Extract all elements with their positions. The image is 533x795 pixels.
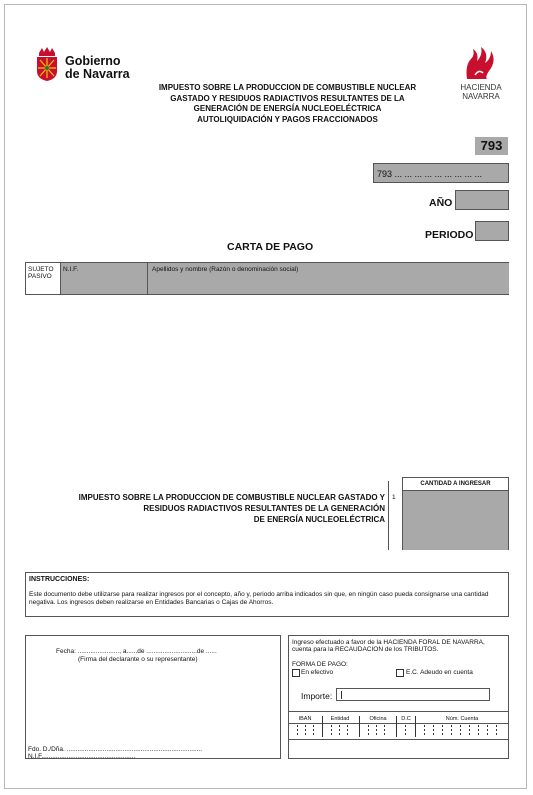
row-number: 1 (392, 494, 396, 501)
title-line: GENERACIÓN DE ENERGÍA NUCLEOELÉCTRICA (193, 104, 382, 113)
digit-separator (442, 725, 443, 737)
adeudo-checkbox[interactable] (396, 669, 404, 677)
cantidad-box (402, 477, 509, 550)
entidad-column-header: Entidad (330, 716, 350, 722)
apellidos-label: Apellidos y nombre (Razón o denominación social) (152, 266, 299, 273)
digit-separator (451, 725, 452, 737)
efectivo-checkbox[interactable] (292, 669, 300, 677)
column-divider (415, 716, 416, 737)
digit-separator (469, 725, 470, 737)
ingreso-text-line1: Ingreso efectuado a favor de la HACIENDA FORAL DE NAVARRA, (292, 639, 485, 646)
firma-caption: (Firma del declarante o su representante) (78, 656, 198, 663)
efectivo-label: En efectivo (301, 669, 334, 676)
firma-box (25, 635, 281, 759)
periodo-label: PERIODO (425, 229, 474, 241)
navarra-coat-of-arms-logo (35, 47, 59, 81)
periodo-field[interactable] (475, 221, 509, 241)
account-digit-boxes[interactable] (289, 725, 508, 737)
column-divider (396, 716, 397, 737)
government-name-line2: de Navarra (65, 67, 130, 81)
digit-separator (478, 725, 479, 737)
column-divider (322, 716, 323, 737)
digit-separator (305, 725, 306, 737)
digit-separator (405, 725, 406, 737)
digit-separator (297, 725, 298, 737)
government-name-line1: Gobierno (65, 54, 121, 68)
divider (388, 481, 389, 550)
impuesto-title-line: RESIDUOS RADIACTIVOS RESULTANTES DE LA GENERACIÓN (143, 504, 385, 513)
hacienda-name-line2: NAVARRA (462, 92, 500, 101)
government-name (65, 55, 130, 81)
account-grid (289, 716, 508, 738)
fdo-line[interactable]: Fdo. D./Dña. ........................................................................... (28, 746, 203, 753)
ingreso-box (288, 635, 509, 759)
hacienda-navarra-logo (461, 45, 499, 81)
fecha-line[interactable]: Fecha: ......................., a......de ............................de ...... (56, 648, 217, 655)
sujeto-pasivo-row (25, 262, 509, 295)
digit-separator (376, 725, 377, 737)
digit-separator (487, 725, 488, 737)
digit-separator (384, 725, 385, 737)
adeudo-label: E.C. Adeudo en cuenta (406, 669, 473, 676)
iban-column-header: IBAN (298, 716, 312, 722)
nif-line[interactable]: N.I.F.................................................... (28, 753, 136, 760)
digit-separator (460, 725, 461, 737)
impuesto-title-line: IMPUESTO SOBRE LA PRODUCCION DE COMBUSTIBLE NUCLEAR GASTADO Y (78, 493, 385, 502)
model-number-badge: 793 (475, 137, 508, 155)
column-divider (359, 716, 360, 737)
impuesto-title-line: DE ENERGÍA NUCLEOELÉCTRICA (253, 515, 385, 524)
divider (289, 739, 508, 740)
oficina-column-header: Oficina (369, 716, 387, 722)
num-cuenta-column-header: Núm. Cuenta (445, 716, 479, 722)
importe-label: Importe: (301, 691, 333, 701)
digit-separator (313, 725, 314, 737)
text-cursor (341, 691, 342, 699)
cantidad-field[interactable] (403, 491, 508, 550)
digit-separator (331, 725, 332, 737)
carta-de-pago-title: CARTA DE PAGO (227, 241, 314, 253)
model-code-field[interactable]: 793 ... ... ... ... ... ... ... ... ... (373, 163, 509, 183)
impuesto-concept-title (55, 492, 385, 525)
divider (289, 711, 508, 712)
title-line: GASTADO Y RESIDUOS RADIACTIVOS RESULTANTES DE LA (170, 93, 405, 103)
ano-field[interactable] (455, 190, 509, 210)
hacienda-name (451, 83, 511, 101)
sujeto-pasivo-label: SUJETO PASIVO (28, 266, 54, 280)
instrucciones-text: Este documento debe utilizarse para realizar ingresos por el concepto, año y, periodo arriba indicados sin que, en ningún caso pueda consignarse una cantidad negativa. Los ingresos deben realizarse en Entidades Bancarias o Cajas de Ahorros. (29, 591, 489, 606)
apellidos-field[interactable] (147, 263, 509, 294)
ingreso-text-line2: cuenta para la RECAUDACION de los TRIBUTOS. (292, 646, 439, 653)
title-line: IMPUESTO SOBRE LA PRODUCCION DE COMBUSTIBLE NUCLEAR (158, 83, 417, 92)
digit-separator (347, 725, 348, 737)
digit-separator (424, 725, 425, 737)
importe-field[interactable] (336, 688, 490, 701)
digit-separator (433, 725, 434, 737)
nif-field[interactable] (60, 263, 147, 294)
digit-separator (368, 725, 369, 737)
digit-separator (496, 725, 497, 737)
cantidad-label: CANTIDAD A INGRESAR (403, 478, 508, 491)
instrucciones-title: INSTRUCCIONES: (29, 576, 90, 583)
hacienda-name-line1: HACIENDA (460, 83, 502, 92)
document-title (145, 83, 430, 125)
dc-column-header: D.C (401, 716, 411, 722)
instrucciones-box (25, 572, 509, 617)
form-page (4, 4, 527, 789)
digit-separator (339, 725, 340, 737)
ano-label: AÑO (429, 197, 453, 209)
title-line: AUTOLIQUIDACIÓN Y PAGOS FRACCIONADOS (197, 114, 378, 124)
nif-label: N.I.F. (63, 266, 79, 273)
forma-pago-label: FORMA DE PAGO: (292, 661, 348, 668)
